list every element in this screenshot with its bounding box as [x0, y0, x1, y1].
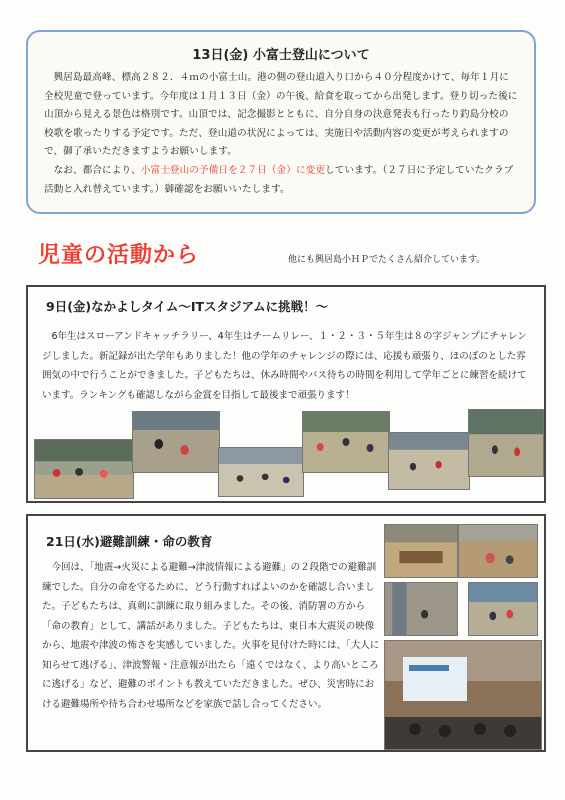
- article-evacuation-drill: [26, 514, 546, 752]
- notice-paragraph-1: 興居島最高峰、標高２８２．４ｍの小富士山。港の側の登山道入り口から４０分程度かけて、毎年１月に全校児童で登っています。今年度は１月１３日（金）の午後、給食を取ってから出発します。登り切った後に山頂から見える景色は格別です。山頂では、記念撮影とともに、自分自身の決意発表も行ったり釣島分校の校歌を歌ったりする予定です。ただ、登山道の状況によっては、実施日や活動内容の変更が考えられますので、御了承いただきますようお願いします。: [44, 72, 518, 158]
- photo-classroom-drill: [384, 524, 458, 578]
- photo-relay: [132, 411, 220, 473]
- photo-outdoor-gather: [468, 582, 538, 636]
- photo-rally: [34, 439, 134, 499]
- photo-under-desk: [458, 524, 538, 578]
- article-it-stadium: [26, 285, 546, 503]
- photo-rope: [388, 432, 470, 490]
- notice-paragraph-2: なお、都合により、小富士登山の予備日を２７日（金）に変更しています。（２７日に予定していたクラブ活動と入れ替えています。）御確認をお願いいたします。: [44, 164, 514, 195]
- photo-jump: [218, 447, 304, 497]
- photo-hallway: [384, 582, 458, 636]
- photo-lecture: [384, 640, 542, 750]
- article-1-title: 9日(金)なかよしタイム～ITスタジアムに挑戦！～: [46, 299, 329, 314]
- photo-field: [468, 409, 544, 477]
- notice-title: 13日(金) 小富士登山について: [192, 48, 370, 63]
- article-1-body: 6年生はスローアンドキャッチラリー、4年生はチームリレー、１・２・３・５年生は８の字ジャンプにチャレンジしました。新記録が出た学年もありました！他の学年のチャレンジの際には、応援も頑張り、ほのぼのとした雰囲気の中で行うことができました。子どもたちは、休み時間やバス待ちの時間を利用して学年ごとに練習を続けています。ランキングも確認しながら金賞を目指して最後まで頑張ります！: [42, 331, 527, 401]
- article-2-body: 今回は、「地震→火災による避難→津波情報による避難」の２段階での避難訓練でした。自分の命を守るために、どう行動すればよいのかを確認し合いました。子どもたちは、真剣に訓練に取り組みました。その後、消防署の方から「命の教育」として、講話がありました。子どもたちは、東日本大震災の映像から、地震や津波の怖さを実感していました。火事を見付けた時には、「大人に知らせて逃げる」、津波警報・注意報が出たら「遠くではなく、より高いところに逃げる」など、避難のポイントも教えていただきました。ぜひ、災害時における避難場所や待ち合わせ場所などを家族で話し合ってください。: [42, 562, 380, 710]
- section-note: 他にも興居島小ＨＰでたくさん紹介しています。: [288, 255, 486, 265]
- article-2-title: 21日(水)避難訓練・命の教育: [46, 534, 213, 549]
- photo-team-run: [302, 411, 390, 473]
- schedule-change-highlight: 小富士登山の予備日を２７日（金）に変更: [140, 164, 326, 176]
- section-heading: 児童の活動から: [38, 243, 200, 268]
- notice-box: [26, 30, 536, 214]
